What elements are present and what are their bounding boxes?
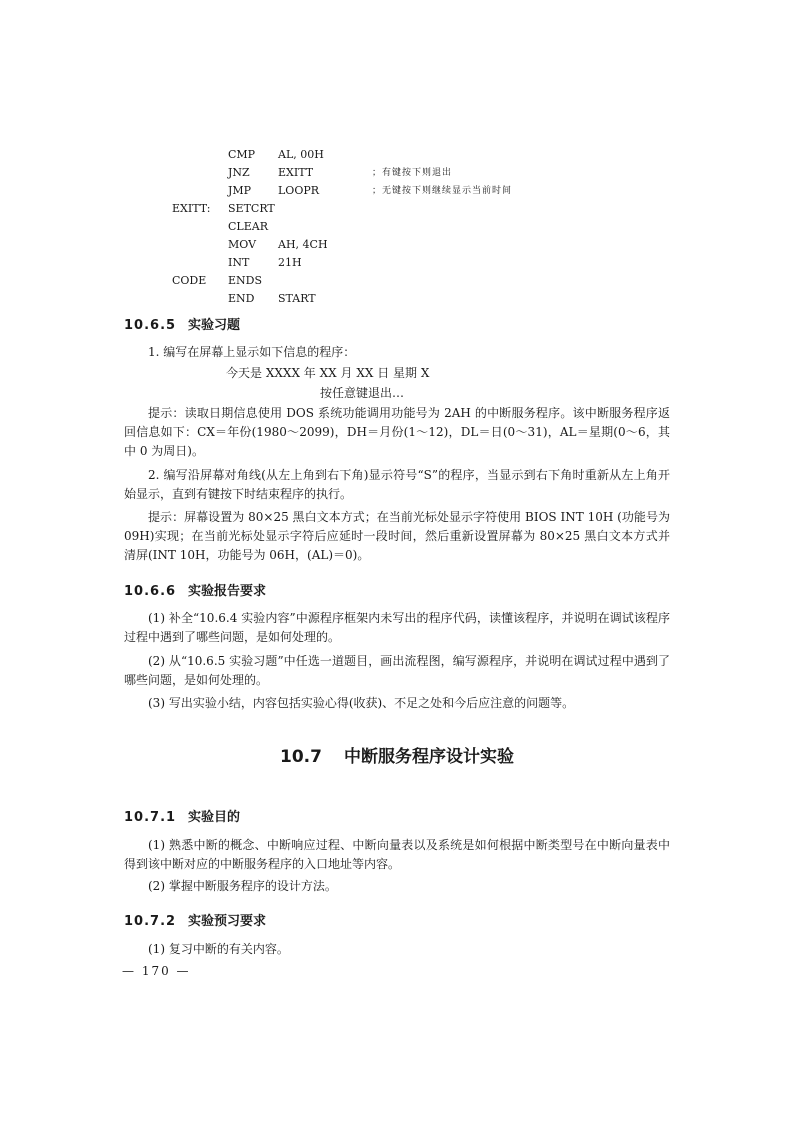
prep-requirement-1: (1) 复习中断的有关内容。 (148, 942, 289, 956)
exercise-1: 1. 编写在屏幕上显示如下信息的程序： (148, 345, 356, 359)
code-listing (0, 146, 794, 308)
code-line: EXITT: SETCRT (172, 202, 275, 215)
goal-2: (2) 掌握中断服务程序的设计方法。 (148, 879, 337, 893)
code-line: END START (228, 292, 316, 305)
code-line: CMP AL, 00H (228, 148, 324, 161)
section-heading-10-6-5: 10.6.5 实验习题 (124, 318, 241, 333)
exercise-2: 2. 编写沿屏幕对角线(从左上角到右下角)显示符号“S”的程序，当显示到右下角时重新从左上角开始显示，直到有键按下时结束程序的执行。 (124, 468, 670, 501)
exercise-1-display-line-2: 按任意键退出… (320, 386, 405, 400)
section-heading-10-6-6: 10.6.6 实验报告要求 (124, 584, 267, 599)
code-line: JNZ EXITT ；有键按下则退出 (228, 166, 453, 179)
section-heading-10-7-1: 10.7.1 实验目的 (124, 810, 241, 825)
report-requirement-3: (3) 写出实验小结，内容包括实验心得(收获)、不足之处和今后应注意的问题等。 (148, 696, 575, 710)
goal-1: (1) 熟悉中断的概念、中断响应过程、中断向量表以及系统是如何根据中断类型号在中断向量表中得到该中断对应的中断服务程序的入口地址等内容。 (124, 838, 670, 871)
chapter-heading-10-7: 10.7 中断服务程序设计实验 (280, 747, 514, 767)
code-line: JMP LOOPR ；无键按下则继续显示当前时间 (228, 184, 513, 197)
exercise-1-hint: 提示：读取日期信息使用 DOS 系统功能调用功能号为 2AH 的中断服务程序。该中断服务程序返回信息如下：CX＝年份(1980～2099)，DH＝月份(1～12)，DL＝日(0～31)，AL＝星期(0～6，其中 0 为周日)。 (124, 406, 670, 458)
exercise-2-hint: 提示：屏幕设置为 80×25 黑白文本方式；在当前光标处显示字符使用 BIOS INT 10H (功能号为 09H)实现；在当前光标处显示字符后应延时一段时间，然后重新设置屏幕为 80×25 黑白文本方式并清屏(INT 10H，功能号为 06H，(AL)＝0)。 (124, 510, 670, 562)
code-line: MOV AH, 4CH (228, 238, 328, 251)
page-number: — 170 — (122, 964, 191, 978)
exercise-1-display-line-1: 今天是 XXXX 年 XX 月 XX 日 星期 X (226, 366, 430, 380)
section-heading-10-7-2: 10.7.2 实验预习要求 (124, 914, 267, 929)
code-line: CLEAR (228, 220, 268, 233)
report-requirement-2: (2) 从“10.6.5 实验习题”中任选一道题目，画出流程图，编写源程序，并说明在调试过程中遇到了哪些问题，是如何处理的。 (124, 654, 670, 687)
code-line: CODE ENDS (172, 274, 263, 287)
code-line: INT 21H (228, 256, 302, 269)
report-requirement-1: (1) 补全“10.6.4 实验内容”中源程序框架内未写出的程序代码，读懂该程序，并说明在调试该程序过程中遇到了哪些问题，是如何处理的。 (124, 611, 670, 644)
